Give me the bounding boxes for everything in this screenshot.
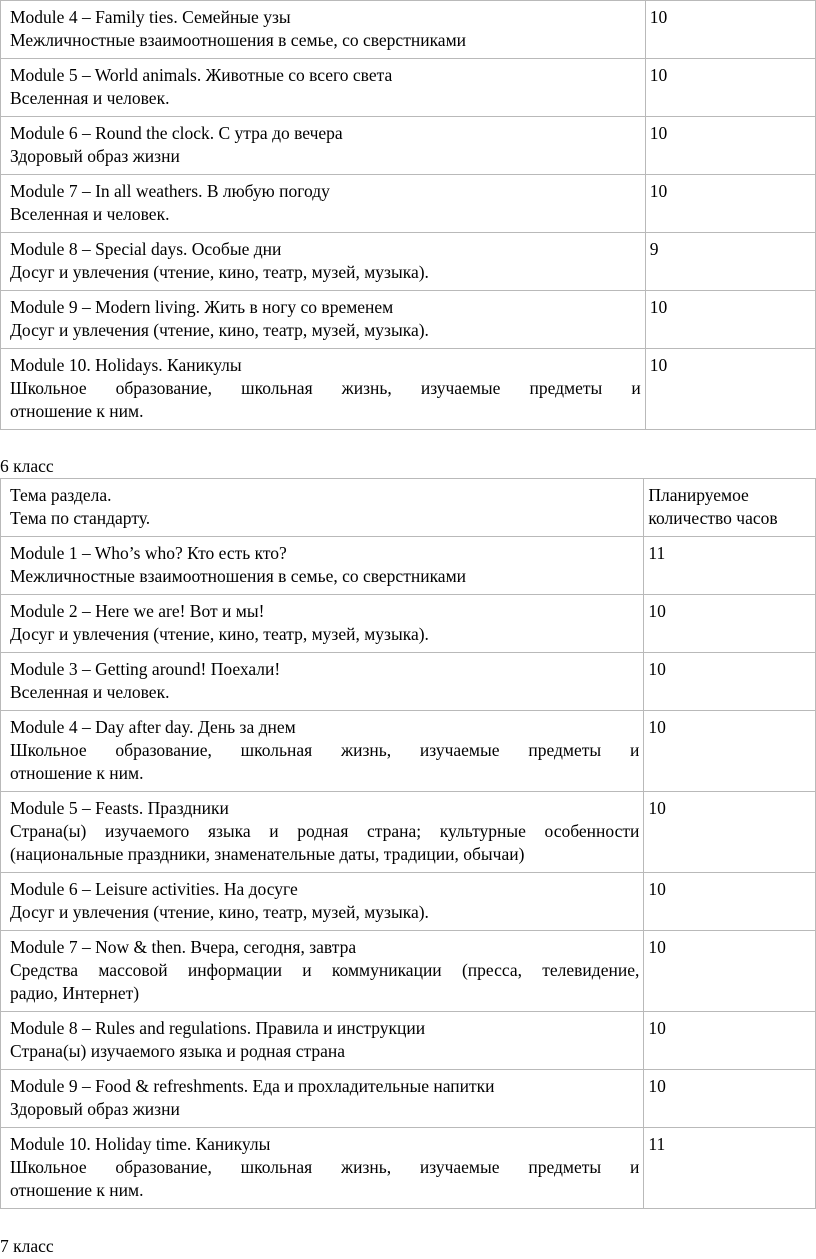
header-hours-line-2: количество часов <box>648 508 778 528</box>
header-hours-line-1: Планируемое <box>648 485 749 505</box>
module-title: Module 4 – Day after day. День за днем <box>10 717 296 737</box>
module-title: Module 6 – Leisure activities. На досуге <box>10 879 298 899</box>
hours-cell <box>644 792 816 873</box>
module-title: Module 8 – Special days. Особые дни <box>10 239 282 259</box>
table-row <box>1 233 816 291</box>
hours-value: 10 <box>649 297 668 317</box>
module-cell <box>1 792 644 873</box>
module-title: Module 8 – Rules and regulations. Правила и инструкции <box>10 1018 426 1038</box>
module-topic: Досуг и увлечения (чтение, кино, театр, музей, музыка). <box>10 262 429 282</box>
module-topic-line-1: Школьное образование, школьная жизнь, изучаемые предметы и <box>10 1157 640 1177</box>
module-topic-line-1: Школьное образование, школьная жизнь, изучаемые предметы и <box>10 378 641 398</box>
hours-cell <box>644 873 816 931</box>
hours-cell <box>645 175 815 233</box>
module-cell <box>1 1070 644 1128</box>
hours-value: 10 <box>648 1076 666 1096</box>
module-cell <box>1 653 644 711</box>
module-topic-line-1: Школьное образование, школьная жизнь, изучаемые предметы и <box>10 740 640 760</box>
module-title: Module 5 – World animals. Животные со всего света <box>10 65 393 85</box>
module-topic: Здоровый образ жизни <box>10 146 180 166</box>
table-row <box>1 711 816 792</box>
hours-value: 10 <box>649 7 668 27</box>
hours-value: 10 <box>648 937 666 957</box>
module-cell <box>1 117 646 175</box>
table-row <box>1 595 816 653</box>
module-topic: Здоровый образ жизни <box>10 1099 180 1119</box>
module-topic: Вселенная и человек. <box>10 682 170 702</box>
hours-value: 10 <box>648 717 666 737</box>
hours-value: 10 <box>648 659 666 679</box>
header-topic-line-1: Тема раздела. <box>10 485 112 505</box>
module-topic-line-2: (национальные праздники, знаменательные даты, традиции, обычаи) <box>10 844 525 864</box>
hours-value: 10 <box>649 123 668 143</box>
module-cell <box>1 175 646 233</box>
hours-cell <box>644 931 816 1012</box>
module-cell <box>1 1012 644 1070</box>
hours-value: 9 <box>649 239 659 259</box>
module-topic: Досуг и увлечения (чтение, кино, театр, музей, музыка). <box>10 902 429 922</box>
table-row <box>1 291 816 349</box>
module-topic-line-2: радио, Интернет) <box>10 983 140 1003</box>
module-title: Module 10. Holiday time. Каникулы <box>10 1134 271 1154</box>
module-title: Module 6 – Round the clock. С утра до вечера <box>10 123 343 143</box>
table-row <box>1 931 816 1012</box>
table-row <box>1 873 816 931</box>
hours-value: 11 <box>648 1134 666 1154</box>
module-topic: Межличностные взаимоотношения в семье, со сверстниками <box>10 566 467 586</box>
hours-cell <box>644 711 816 792</box>
module-cell <box>1 233 646 291</box>
module-topic-line-2: отношение к ним. <box>10 1180 144 1200</box>
module-cell <box>1 349 646 430</box>
module-title: Module 9 – Food & refreshments. Еда и прохладительные напитки <box>10 1076 495 1096</box>
module-topic-line-1: Страна(ы) изучаемого языка и родная страна; культурные особенности <box>10 821 640 841</box>
section-title-grade-7: 7 класс <box>0 1236 54 1256</box>
module-topic: Досуг и увлечения (чтение, кино, театр, музей, музыка). <box>10 624 429 644</box>
module-topic-line-2: отношение к ним. <box>10 401 144 421</box>
section-title-grade-6: 6 класс <box>0 456 54 476</box>
hours-cell <box>645 233 815 291</box>
header-cell-topic <box>1 479 644 537</box>
module-cell <box>1 873 644 931</box>
module-topic-line-1: Средства массовой информации и коммуникации (пресса, телевидение, <box>10 960 640 980</box>
hours-value: 10 <box>648 798 666 818</box>
module-cell <box>1 711 644 792</box>
table-row <box>1 1 816 59</box>
module-title: Module 10. Holidays. Каникулы <box>10 355 242 375</box>
module-title: Module 7 – Now & then. Вчера, сегодня, завтра <box>10 937 357 957</box>
table-row <box>1 59 816 117</box>
hours-cell <box>645 1 815 59</box>
hours-value: 10 <box>648 1018 666 1038</box>
hours-cell <box>644 1128 816 1209</box>
module-topic: Досуг и увлечения (чтение, кино, театр, музей, музыка). <box>10 320 429 340</box>
hours-cell <box>645 349 815 430</box>
table-row <box>1 653 816 711</box>
grade5-modules-table <box>0 0 816 430</box>
module-title: Module 5 – Feasts. Праздники <box>10 798 229 818</box>
module-cell <box>1 595 644 653</box>
hours-cell <box>644 537 816 595</box>
hours-value: 10 <box>648 601 666 621</box>
hours-cell <box>644 653 816 711</box>
hours-cell <box>644 1070 816 1128</box>
hours-cell <box>645 291 815 349</box>
hours-cell <box>645 117 815 175</box>
module-title: Module 2 – Here we are! Вот и мы! <box>10 601 265 621</box>
table-row <box>1 537 816 595</box>
hours-value: 10 <box>649 355 668 375</box>
module-title: Module 1 – Who’s who? Кто есть кто? <box>10 543 287 563</box>
grade6-modules-table <box>0 478 816 1209</box>
module-cell <box>1 1 646 59</box>
module-topic: Межличностные взаимоотношения в семье, со сверстниками <box>10 30 467 50</box>
module-title: Module 7 – In all weathers. В любую погоду <box>10 181 330 201</box>
module-title: Module 3 – Getting around! Поехали! <box>10 659 281 679</box>
table-row <box>1 1012 816 1070</box>
module-cell <box>1 931 644 1012</box>
module-title: Module 4 – Family ties. Семейные узы <box>10 7 291 27</box>
module-topic: Вселенная и человек. <box>10 88 170 108</box>
table-row <box>1 175 816 233</box>
module-topic-line-2: отношение к ним. <box>10 763 144 783</box>
module-title: Module 9 – Modern living. Жить в ногу со временем <box>10 297 394 317</box>
module-cell <box>1 59 646 117</box>
table-row <box>1 792 816 873</box>
hours-cell <box>644 1012 816 1070</box>
module-topic: Страна(ы) изучаемого языка и родная страна <box>10 1041 346 1061</box>
module-cell <box>1 291 646 349</box>
table-row <box>1 117 816 175</box>
table-row <box>1 349 816 430</box>
table-header-row <box>1 479 816 537</box>
table-row <box>1 1070 816 1128</box>
header-topic-line-2: Тема по стандарту. <box>10 508 151 528</box>
hours-value: 11 <box>648 543 666 563</box>
hours-value: 10 <box>648 879 666 899</box>
header-cell-hours <box>644 479 816 537</box>
hours-value: 10 <box>649 65 668 85</box>
module-cell <box>1 1128 644 1209</box>
module-cell <box>1 537 644 595</box>
table-row <box>1 1128 816 1209</box>
module-topic: Вселенная и человек. <box>10 204 170 224</box>
hours-cell <box>644 595 816 653</box>
hours-value: 10 <box>649 181 668 201</box>
hours-cell <box>645 59 815 117</box>
